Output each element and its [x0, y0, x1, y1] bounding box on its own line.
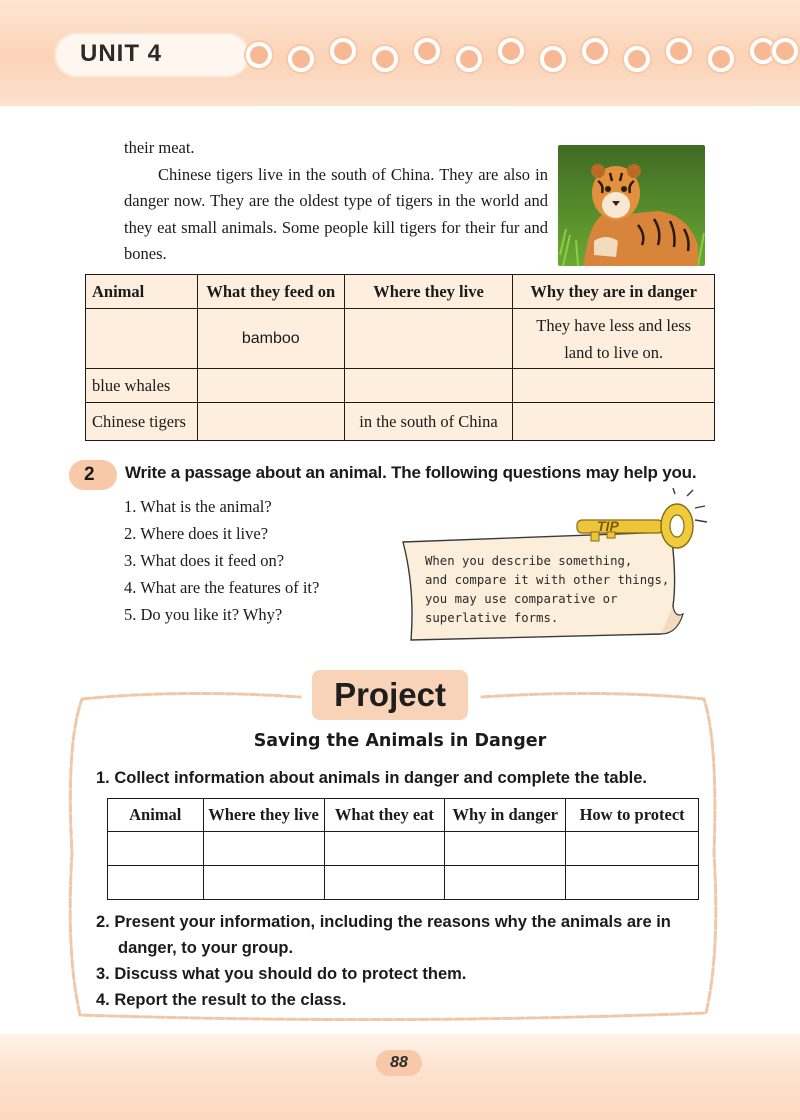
table-header: How to protect — [566, 799, 699, 832]
project-step-2-cont: danger, to your group. — [118, 939, 294, 957]
table-row — [86, 369, 715, 403]
list-item: 1. What is the animal? — [124, 497, 272, 516]
tip-line: When you describe something, — [425, 554, 633, 568]
table-cell: blue whales — [86, 369, 198, 403]
tip-label: TIP — [597, 518, 619, 534]
exercise-number-badge — [69, 460, 117, 490]
list-item: 4. What are the features of it? — [124, 578, 320, 597]
table-row — [108, 866, 699, 900]
footer-band — [0, 1034, 800, 1120]
table-cell — [445, 866, 566, 900]
exercise-number: 2 — [84, 464, 95, 485]
table-header: What they feed on — [197, 275, 344, 309]
table-header: Why in danger — [445, 799, 566, 832]
table-cell — [108, 866, 204, 900]
table-header: Animal — [86, 275, 198, 309]
table-cell — [566, 866, 699, 900]
project-step-1: 1. Collect information about animals in danger and complete the table. — [96, 769, 648, 787]
table-header-row — [108, 799, 699, 832]
unit-title: UNIT 4 — [80, 40, 163, 67]
table-cell — [86, 309, 198, 369]
tiger-photo — [558, 145, 705, 266]
project-step-4: 4. Report the result to the class. — [96, 991, 347, 1009]
table-cell: They have less and less land to live on. — [513, 309, 715, 369]
reading-passage — [124, 135, 548, 268]
table-cell — [445, 832, 566, 866]
project-table — [107, 798, 699, 900]
table-header: Where they live — [203, 799, 324, 832]
project-step-2: 2. Present your information, including the reasons why the animals are in — [96, 913, 671, 931]
table-cell — [197, 403, 344, 441]
table-cell — [197, 369, 344, 403]
list-item: 2. Where does it live? — [124, 524, 269, 543]
table-cell: Chinese tigers — [86, 403, 198, 441]
table-cell: in the south of China — [344, 403, 513, 441]
project-subtitle: Saving the Animals in Danger — [253, 731, 547, 751]
tip-line: you may use comparative or — [425, 592, 618, 606]
table-header-row — [86, 275, 715, 309]
table-cell: bamboo — [197, 309, 344, 369]
animal-table — [85, 274, 715, 441]
exercise-instruction: Write a passage about an animal. The following questions may help you. — [125, 463, 697, 482]
tip-line: superlative forms. — [425, 611, 559, 625]
reading-paragraph-tigers: Chinese tigers live in the south of China. They are also in danger now. They are the oldest type of tigers in the world and they eat small animals. Some people kill tigers for their fur and bones. — [124, 164, 548, 263]
table-header: What they eat — [324, 799, 445, 832]
table-row — [108, 832, 699, 866]
list-item: 5. Do you like it? Why? — [124, 605, 283, 624]
page-number: 88 — [376, 1050, 422, 1076]
table-cell — [566, 832, 699, 866]
table-header: Why they are in danger — [513, 275, 715, 309]
project-title: Project — [312, 670, 468, 720]
table-header: Animal — [108, 799, 204, 832]
table-cell — [324, 832, 445, 866]
list-item: 3. What does it feed on? — [124, 551, 285, 570]
table-cell — [108, 832, 204, 866]
question-list — [124, 493, 319, 628]
table-cell — [203, 866, 324, 900]
decorative-rings — [238, 30, 800, 80]
tip-line: and compare it with other things, — [425, 573, 670, 587]
table-cell — [203, 832, 324, 866]
table-cell — [513, 369, 715, 403]
table-cell — [324, 866, 445, 900]
tip-text — [425, 552, 670, 628]
table-header: Where they live — [344, 275, 513, 309]
project-step-3: 3. Discuss what you should do to protect them. — [96, 965, 467, 983]
table-cell — [513, 403, 715, 441]
reading-line-1: their meat. — [124, 138, 195, 157]
table-row — [86, 309, 715, 369]
table-row — [86, 403, 715, 441]
table-cell — [344, 309, 513, 369]
table-cell — [344, 369, 513, 403]
